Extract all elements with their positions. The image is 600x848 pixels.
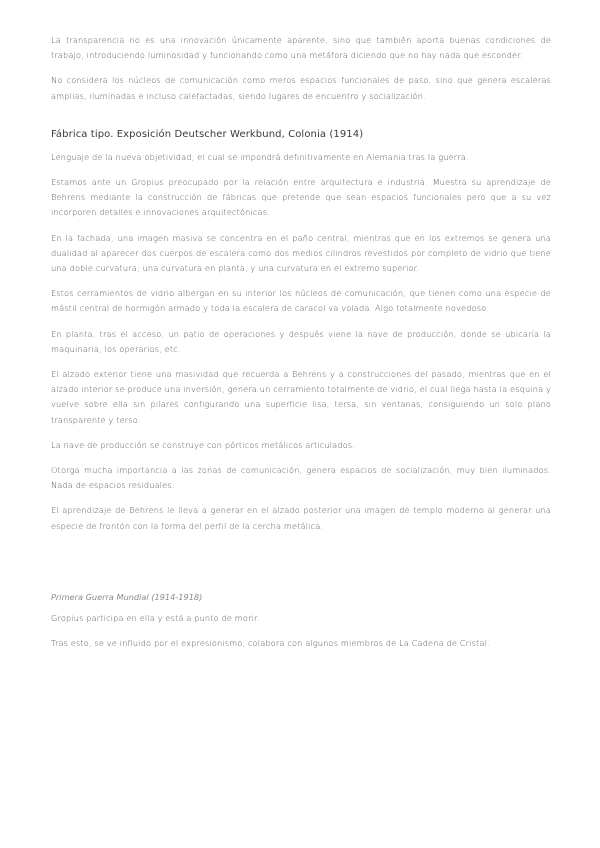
guerra-paragraph-1: Gropius participa en ella y está a punto de morir. [51,612,260,623]
guerra-paragraph-2: Tras esto, se ve influido por el expresionismo, colabora con algunos miembros de La Cadena de Cristal. [51,638,490,649]
section-subtitle-guerra: Primera Guerra Mundial (1914-1918) [51,591,203,602]
fabrica-paragraph-2: Estamos ante un Gropius preocupado por la relación entre arquitectura e industria. Muestra su aprendizaje de Behrens mediante la construcción de fábricas que pretende que sean espacios funcionales pero que a su vez incorporen detalles e innovaciones arquitectónicas. [51,177,551,218]
page-content [51,33,551,661]
fabrica-paragraph-7: La nave de producción se construye con pórticos metálicos articulados. [51,439,356,450]
fabrica-paragraph-6: El alzado exterior tiene una masividad que recuerda a Behrens y a construcciones del pasado, mientras que en el alzado interior se produce una inversión, genera un cerramiento totalmente de vidrio, el cual llega hasta la esquina y vuelve sobre ella sin pilares configurando una superficie lisa, tersa, sin ventanas, consiguiendo un solo plano transparente y terso. [51,369,551,425]
intro-paragraph-2: No considera los núcleos de comunicación como meros espacios funcionales de paso, sino que genera escaleras amplias, iluminadas e incluso calefactadas, siendo lugares de encuentro y socialización. [51,75,551,101]
fabrica-paragraph-1: Lenguaje de la nueva objetividad, el cual se impondrá definitivamente en Alemania tras la guerra. [51,151,469,162]
section-heading-fabrica: Fábrica tipo. Exposición Deutscher Werkbund, Colonia (1914) [51,128,364,140]
fabrica-paragraph-9: El aprendizaje de Behrens le lleva a generar en el alzado posterior una imagen de templo moderno al generar una especie de frontón con la forma del perfil de la cercha metálica. [51,505,551,531]
fabrica-paragraph-4: Estos cerramientos de vidrio albergan en su interior los núcleos de comunicación, que tienen como una especie de mástil central de hormigón armado y toda la escalera de caracol va volada. Algo totalmente novedoso. [51,288,551,314]
intro-paragraph-1: La transparencia no es una innovación únicamente aparente, sino que también aporta buenas condiciones de trabajo, introduciendo luminosidad y funcionando como una metáfora diciendo que no hay nada que esconder. [51,35,551,61]
fabrica-paragraph-5: En planta, tras el acceso, un patio de operaciones y después viene la nave de producción, donde se ubicaría la maquinaria, los operarios, etc. [51,328,551,354]
fabrica-paragraph-3: En la fachada, una imagen masiva se concentra en el paño central, mientras que en los extremos se genera una dualidad al aparecer dos cuerpos de escalera como dos medios cilindros revestidos por completo de vidrio que tiene una doble curvatura; una curvatura en planta, y una curvatura en el extremo superior. [51,232,551,274]
section-spacer [51,544,551,590]
fabrica-paragraph-8: Otorga mucha importancia a las zonas de comunicación, genera espacios de socialización, muy bien iluminados. Nada de espacios residuales. [51,465,551,491]
